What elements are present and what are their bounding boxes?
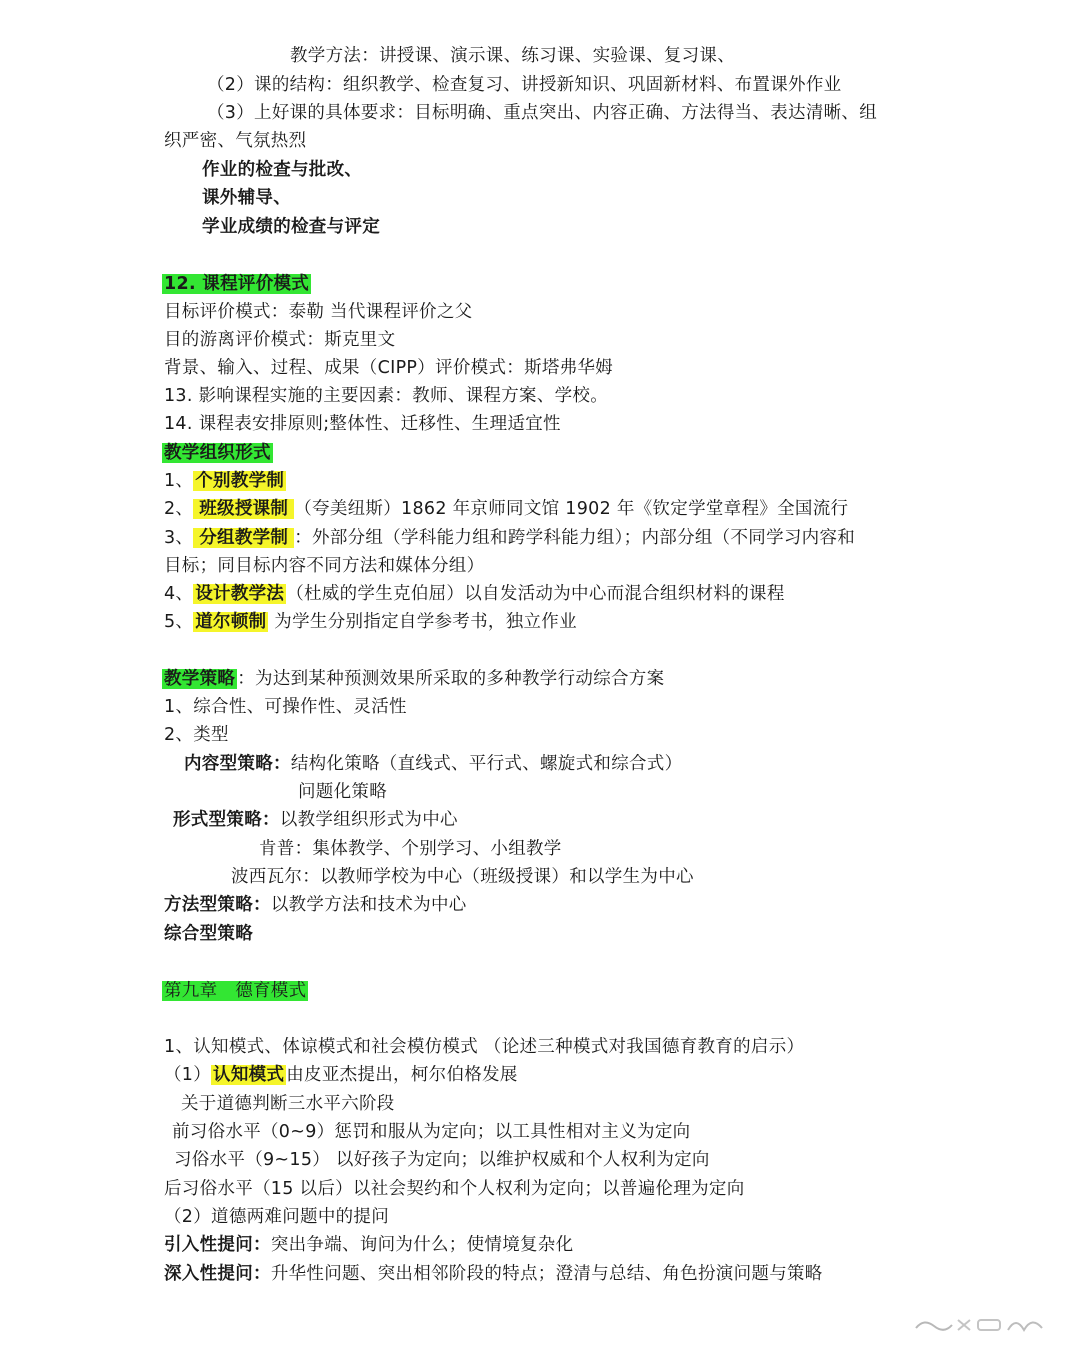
strategy-traits: 1、综合性、可操作性、灵活性	[164, 697, 407, 717]
yellow-highlight: 个别教学制	[195, 471, 285, 491]
org-item-3: 3、 分组教学制 ：外部分组（学科能力组和跨学科能力组）；内部分组（不同学习内容和	[164, 528, 856, 548]
line-tutoring: 课外辅导、	[202, 188, 291, 208]
strategy-method: 方法型策略：以教学方法和技术为中心	[164, 895, 467, 915]
heading-chapter-nine	[162, 978, 308, 1004]
line-good-lesson-requirements: （3）上好课的具体要求：目标明确、重点突出、内容正确、方法得当、表达清晰、组	[207, 103, 878, 123]
line-homework: 作业的检查与批改、	[202, 160, 363, 180]
green-highlight: 教学组织形式	[164, 443, 271, 463]
line-timetable-principles: 14. 课程表安排原则;整体性、迁移性、生理适宜性	[164, 414, 561, 434]
line-assessment: 学业成绩的检查与评定	[202, 217, 380, 237]
heading-curriculum-evaluation	[162, 271, 311, 297]
line-teaching-methods: 教学方法：讲授课、演示课、练习课、实验课、复习课、	[290, 46, 735, 66]
heading-organization-forms	[162, 440, 273, 466]
line-cipp-model: 背景、输入、过程、成果（CIPP）评价模式：斯塔弗华姆	[164, 358, 614, 378]
moral-dilemma: （2）道德两难问题中的提问	[164, 1207, 390, 1227]
yellow-highlight: 分组教学制	[193, 528, 294, 548]
org-item-4: 4、 设计教学法 （杜威的学生克伯屈）以自发活动为中心而混合组织材料的课程	[164, 584, 785, 604]
line-goal-free-model: 目的游离评价模式：斯克里文	[164, 330, 396, 350]
line-good-lesson-cont: 织严密、气氛热烈	[164, 131, 307, 151]
org-item-5: 5、 道尔顿制 为学生分别指定自学参考书，独立作业	[164, 612, 577, 632]
green-highlight: 12. 课程评价模式	[164, 274, 310, 294]
strategy-types: 2、类型	[164, 725, 229, 745]
moral-introductory-question: 引入性提问：突出争端、询问为什么；使情境复杂化	[164, 1235, 574, 1255]
moral-models: 1、认知模式、体谅模式和社会模仿模式 （论述三种模式对我国德育教育的启示）	[164, 1037, 805, 1057]
strategy-form: 形式型策略：以教学组织形式为中心	[173, 810, 458, 830]
strategy-comprehensive: 综合型策略	[164, 924, 253, 944]
moral-conventional: 习俗水平（9~15） 以好孩子为定向；以维护权威和个人权利为定向	[174, 1150, 710, 1170]
line-lesson-structure: （2）课的结构：组织教学、检查复习、讲授新知识、巩固新材料、布置课外作业	[207, 75, 842, 95]
org-item-2: 2、 班级授课制 （夸美纽斯）1862 年京师同文馆 1902 年《钦定学堂章程》全国流行	[164, 499, 849, 519]
strategy-kemp: 肯普：集体教学、个别学习、小组教学	[259, 839, 562, 859]
moral-stages: 关于道德判断三水平六阶段	[181, 1094, 395, 1114]
green-highlight: 教学策略	[164, 669, 236, 689]
yellow-highlight: 道尔顿制	[195, 612, 267, 632]
yellow-highlight: 认知模式	[213, 1065, 285, 1085]
moral-preconventional: 前习俗水平（0~9）惩罚和服从为定向；以工具性相对主义为定向	[172, 1122, 691, 1142]
line-implementation-factors: 13. 影响课程实施的主要因素：教师、课程方案、学校。	[164, 386, 608, 406]
heading-teaching-strategy: 教学策略 ：为达到某种预测效果所采取的多种教学行动综合方案	[164, 669, 665, 689]
green-highlight: 第九章 德育模式	[164, 981, 307, 1001]
line-objective-model: 目标评价模式：泰勒 当代课程评价之父	[164, 302, 473, 322]
strategy-problem: 问题化策略	[298, 782, 387, 802]
moral-deepening-question: 深入性提问：升华性问题、突出相邻阶段的特点；澄清与总结、角色扮演问题与策略	[164, 1264, 823, 1284]
org-item-1: 1、 个别教学制	[164, 471, 285, 491]
moral-postconventional: 后习俗水平（15 以后）以社会契约和个人权利为定向；以普遍伦理为定向	[164, 1179, 745, 1199]
moral-cognitive: （1） 认知模式 由皮亚杰提出，柯尔伯格发展	[164, 1065, 518, 1085]
yellow-highlight: 班级授课制	[193, 499, 294, 519]
watermark-logo-icon	[912, 1314, 1052, 1336]
yellow-highlight: 设计教学法	[195, 584, 285, 604]
strategy-percival: 波西瓦尔：以教师学校为中心（班级授课）和以学生为中心	[231, 867, 694, 887]
org-item-3-cont: 目标；同目标内容不同方法和媒体分组）	[164, 556, 485, 576]
strategy-content: 内容型策略：结构化策略（直线式、平行式、螺旋式和综合式）	[184, 754, 683, 774]
